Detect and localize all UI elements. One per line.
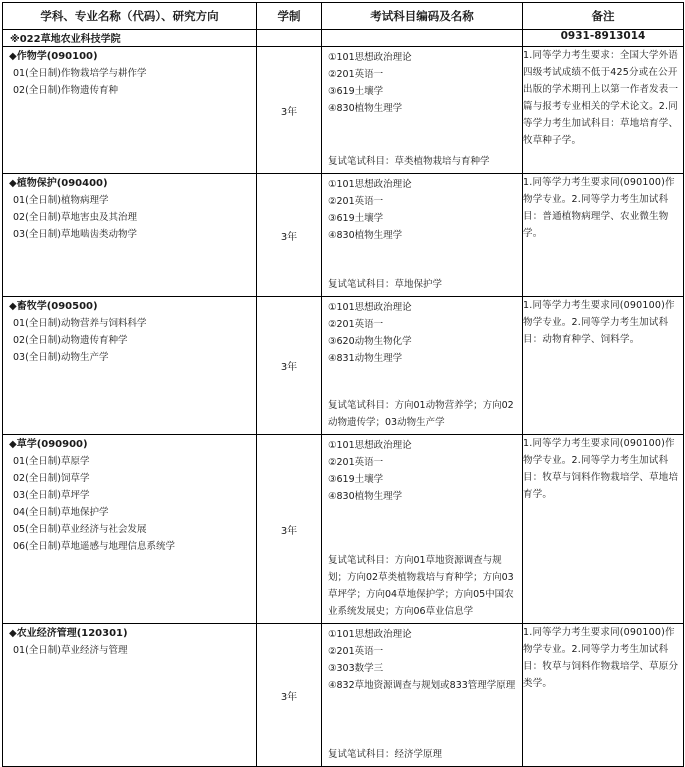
exams-cell [322, 435, 523, 624]
exam-item: ④830植物生理学 [328, 103, 403, 114]
header-notes: 备注 [523, 3, 684, 30]
subject-cell [3, 624, 257, 767]
retest-subjects: 复试笔试科目：草类植物栽培与育种学 [328, 156, 490, 167]
subject-cell [3, 297, 257, 435]
direction-item: 06(全日制)草地遥感与地理信息系统学 [13, 541, 176, 552]
college-name: ※022草地农业科技学院 [3, 30, 257, 47]
subject-cell [3, 435, 257, 624]
direction-item: 03(全日制)动物生产学 [13, 352, 109, 363]
header-duration: 学制 [257, 3, 322, 30]
subject-title: ◆农业经济管理(120301) [9, 628, 128, 639]
retest-subjects: 复试笔试科目：草地保护学 [328, 279, 443, 290]
exam-item: ③620动物生物化学 [328, 336, 412, 347]
college-exams-empty [322, 30, 523, 47]
exams-cell [322, 297, 523, 435]
duration-cell: 3年 [257, 47, 322, 174]
note-cell: 1.同等学力考生要求同(090100)作物学专业。2.同等学力考生加试科目：普通植物病理学、农业微生物学。 [523, 174, 684, 297]
table-row [3, 435, 684, 624]
exam-item: ②201英语一 [328, 319, 384, 330]
exam-item: ②201英语一 [328, 457, 384, 468]
exam-item: ③619土壤学 [328, 213, 384, 224]
direction-item: 01(全日制)草原学 [13, 456, 90, 467]
duration-cell: 3年 [257, 435, 322, 624]
exam-item: ④832草地资源调查与规划或833管理学原理 [328, 680, 516, 691]
note-cell: 1.同等学力考生要求同(090100)作物学专业。2.同等学力考生加试科目：动物育种学、饲料学。 [523, 297, 684, 435]
retest-subjects: 复试笔试科目：方向01动物营养学；方向02动物遗传学；03动物生产学 [328, 400, 514, 428]
direction-item: 03(全日制)草地啮齿类动物学 [13, 229, 138, 240]
exams-cell [322, 624, 523, 767]
subject-cell [3, 174, 257, 297]
table-row [3, 174, 684, 297]
direction-item: 05(全日制)草业经济与社会发展 [13, 524, 147, 535]
retest-subjects: 复试笔试科目：方向01草地资源调查与规划；方向02草类植物栽培与育种学；方向03草坪学；方向04草地保护学；方向05中国农业系统发展史；方向06草业信息学 [328, 555, 514, 617]
duration-cell: 3年 [257, 174, 322, 297]
exam-item: ①101思想政治理论 [328, 440, 412, 451]
exam-item: ④830植物生理学 [328, 230, 403, 241]
table-row [3, 297, 684, 435]
exam-item: ④830植物生理学 [328, 491, 403, 502]
duration-cell: 3年 [257, 624, 322, 767]
header-row [3, 3, 684, 30]
duration-cell: 3年 [257, 297, 322, 435]
subject-title: ◆植物保护(090400) [9, 178, 108, 189]
direction-item: 02(全日制)草地害虫及其治理 [13, 212, 138, 223]
exam-item: ①101思想政治理论 [328, 629, 412, 640]
exam-item: ②201英语一 [328, 69, 384, 80]
exam-item: ①101思想政治理论 [328, 302, 412, 313]
exams-cell [322, 47, 523, 174]
direction-item: 03(全日制)草坪学 [13, 490, 90, 501]
college-duration-empty [257, 30, 322, 47]
exam-item: ①101思想政治理论 [328, 179, 412, 190]
note-cell: 1.同等学力考生要求同(090100)作物学专业。2.同等学力考生加试科目：牧草与饲料作物栽培学、草原分类学。 [523, 624, 684, 767]
table-row [3, 47, 684, 174]
note-cell: 1.同等学力考生要求同(090100)作物学专业。2.同等学力考生加试科目：牧草与饲料作物栽培学、草地培育学。 [523, 435, 684, 624]
exam-item: ②201英语一 [328, 196, 384, 207]
exam-item: ①101思想政治理论 [328, 52, 412, 63]
subject-title: ◆畜牧学(090500) [9, 301, 98, 312]
direction-item: 01(全日制)作物栽培学与耕作学 [13, 68, 147, 79]
direction-item: 02(全日制)动物遗传育种学 [13, 335, 128, 346]
header-discipline: 学科、专业名称（代码）、研究方向 [3, 3, 257, 30]
college-phone: 0931-8913014 [523, 30, 684, 47]
exam-item: ④831动物生理学 [328, 353, 403, 364]
note-cell: 1.同等学力考生要求：全国大学外语四级考试成绩不低于425分或在公开出版的学术期刊上以第一作者发表一篇与报考专业相关的学术论文。2.同等学力考生加试科目：草地培育学、牧草种子学。 [523, 47, 684, 174]
direction-item: 04(全日制)草地保护学 [13, 507, 109, 518]
admissions-table [2, 2, 684, 767]
direction-item: 02(全日制)作物遗传育种 [13, 85, 119, 96]
direction-item: 01(全日制)植物病理学 [13, 195, 109, 206]
exam-item: ③303数学三 [328, 663, 384, 674]
direction-item: 01(全日制)草业经济与管理 [13, 645, 128, 656]
exams-cell [322, 174, 523, 297]
header-exams: 考试科目编码及名称 [322, 3, 523, 30]
subject-title: ◆作物学(090100) [9, 51, 98, 62]
direction-item: 02(全日制)饲草学 [13, 473, 90, 484]
subject-cell [3, 47, 257, 174]
exam-item: ③619土壤学 [328, 474, 384, 485]
exam-item: ②201英语一 [328, 646, 384, 657]
retest-subjects: 复试笔试科目：经济学原理 [328, 749, 443, 760]
table-row [3, 624, 684, 767]
direction-item: 01(全日制)动物营养与饲料科学 [13, 318, 147, 329]
subject-title: ◆草学(090900) [9, 439, 88, 450]
college-row [3, 30, 684, 47]
exam-item: ③619土壤学 [328, 86, 384, 97]
